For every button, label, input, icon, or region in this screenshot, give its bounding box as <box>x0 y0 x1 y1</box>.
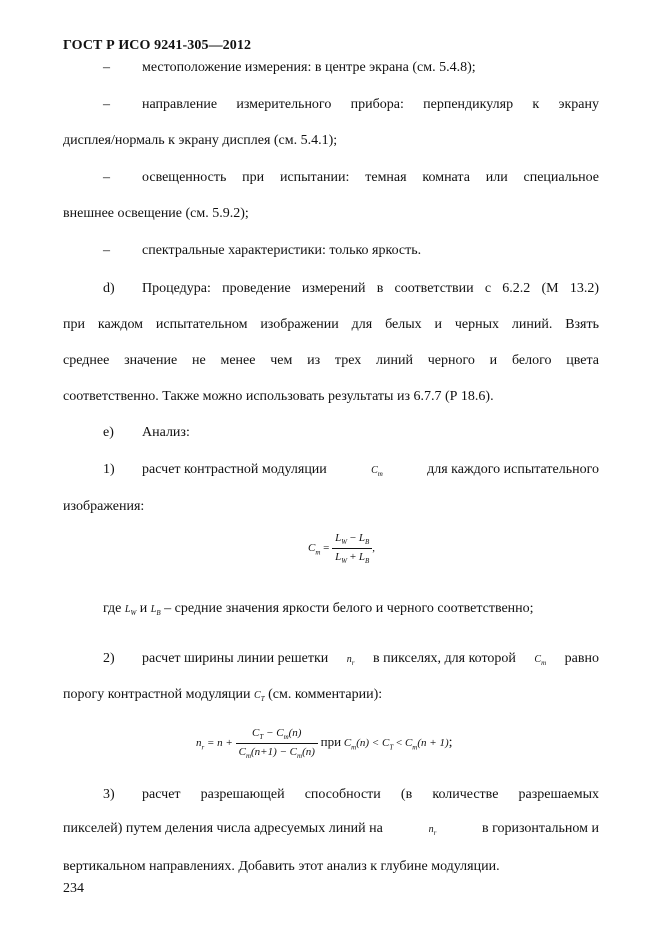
list-marker: – <box>103 170 110 185</box>
paragraph-marker-d: d) <box>103 281 115 296</box>
step-2-line: расчет ширины линии решетки $n_r$ в пикселях, для которой $C_m$ равно <box>142 651 599 667</box>
list-item-text: спектральные характеристики: только яркость. <box>142 243 422 258</box>
document-header: ГОСТ Р ИСО 9241-305—2012 <box>63 38 252 53</box>
where-line: где $L_W$ и $L_B$ – средние значения яркости белого и черного соответственно; <box>103 601 534 617</box>
step-3-line-2: пикселей) путем деления числа адресуемых линий на $n_r$ в горизонтальном и <box>63 821 599 837</box>
step-1-line <box>142 462 599 478</box>
contrast-modulation-formula: $C_m$ = $\frac{L_W - L_B}{L_W + L_B}$ , <box>308 532 375 566</box>
page-number: 234 <box>63 881 84 896</box>
step-marker-1: 1) <box>103 462 115 477</box>
step-3-line-3: вертикальном направлениях. Добавить этот анализ к глубине модуляции. <box>63 859 500 874</box>
step-1-text-after: для каждого испытательного <box>427 462 599 477</box>
procedure-text: Процедура: проведение измерений в соответствии с 6.2.2 (М 13.2) <box>142 281 599 296</box>
procedure-text: среднее значение не менее чем из трех линий черного и белого цвета <box>63 353 599 368</box>
formula-fraction: $\frac{C_T - C_m(n)}{C_m(n+1) - C_m(n)}$ <box>236 727 318 760</box>
grating-width-formula: $n_r = n$ + $\frac{C_T - C_m(n)}{C_m(n+1) - C_m(n)}$ при $C_m(n) < C_T < C_m(n + 1)$; <box>196 727 453 761</box>
list-item-text: местоположение измерения: в центре экрана (см. 5.4.8); <box>142 60 476 75</box>
step-1-continuation: изображения: <box>63 499 145 514</box>
list-item-continuation: внешнее освещение (см. 5.9.2); <box>63 206 249 221</box>
list-marker: – <box>103 60 110 75</box>
step-marker-3: 3) <box>103 787 115 802</box>
step-1-text-before: расчет контрастной модуляции <box>142 462 327 477</box>
paragraph-marker-e: e) <box>103 425 114 440</box>
list-item-continuation: дисплея/нормаль к экрану дисплея (см. 5.4.1); <box>63 133 338 148</box>
formula-fraction: $\frac{L_W - L_B}{L_W + L_B}$ <box>332 532 372 565</box>
math-var: $C_m$ <box>371 465 383 478</box>
procedure-text: соответственно. Также можно использовать результаты из 6.7.7 (Р 18.6). <box>63 389 494 404</box>
list-marker: – <box>103 243 110 258</box>
analysis-heading: Анализ: <box>142 425 190 440</box>
list-item-text: освещенность при испытании: темная комната или специальное <box>142 170 599 185</box>
step-3-text: расчет разрешающей способности (в количестве разрешаемых <box>142 787 599 802</box>
list-marker: – <box>103 97 110 112</box>
procedure-text: при каждом испытательном изображении для белых и черных линий. Взять <box>63 317 599 332</box>
list-item-text: направление измерительного прибора: перпендикуляр к экрану <box>142 97 599 112</box>
step-marker-2: 2) <box>103 651 115 666</box>
step-2-continuation: порогу контрастной модуляции $C_T$ (см. комментарии): <box>63 687 383 703</box>
